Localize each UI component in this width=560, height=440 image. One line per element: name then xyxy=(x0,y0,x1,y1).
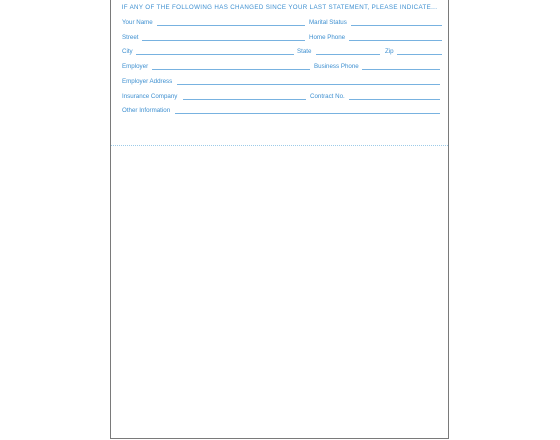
zip-label: Zip xyxy=(385,48,394,55)
state-field[interactable] xyxy=(316,54,380,55)
contract-no-field[interactable] xyxy=(349,99,440,100)
city-label: City xyxy=(122,48,133,55)
employer-label: Employer xyxy=(122,63,149,70)
other-information-label: Other Information xyxy=(122,107,171,114)
perforation-line xyxy=(111,145,448,146)
contract-no-label: Contract No. xyxy=(310,93,345,100)
business-phone-label: Business Phone xyxy=(314,63,359,70)
marital-status-field[interactable] xyxy=(351,25,442,26)
insurance-company-field[interactable] xyxy=(183,99,306,100)
statement-form-sheet xyxy=(110,0,449,439)
marital-status-label: Marital Status xyxy=(309,19,347,26)
street-label: Street xyxy=(122,34,139,41)
home-phone-label: Home Phone xyxy=(309,34,346,41)
city-field[interactable] xyxy=(136,54,294,55)
employer-field[interactable] xyxy=(152,69,310,70)
your-name-label: Your Name xyxy=(122,19,153,26)
state-label: State xyxy=(297,48,312,55)
insurance-company-label: Insurance Company xyxy=(122,93,178,100)
your-name-field[interactable] xyxy=(157,25,305,26)
zip-field[interactable] xyxy=(397,54,442,55)
street-field[interactable] xyxy=(142,40,305,41)
employer-address-field[interactable] xyxy=(177,84,440,85)
employer-address-label: Employer Address xyxy=(122,78,173,85)
form-heading: IF ANY OF THE FOLLOWING HAS CHANGED SINCE YOUR LAST STATEMENT, PLEASE INDICATE... xyxy=(121,4,438,11)
home-phone-field[interactable] xyxy=(349,40,442,41)
other-information-field[interactable] xyxy=(175,113,440,114)
business-phone-field[interactable] xyxy=(362,69,440,70)
